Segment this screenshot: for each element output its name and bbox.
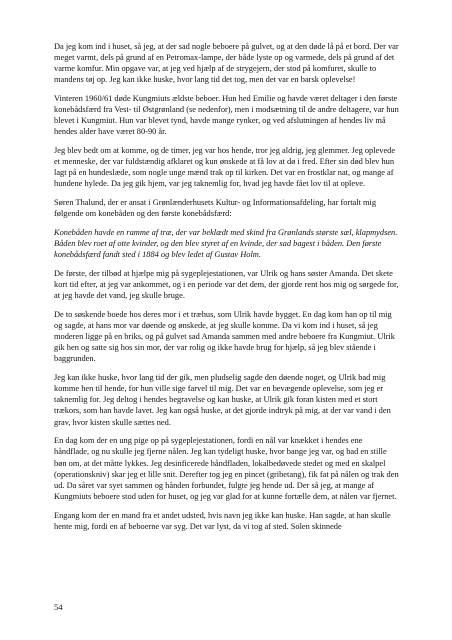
- paragraph: Søren Thalund, der er ansat i Grønlænderhusets Kultur- og Informationsafdeling, har fortalt mig følgende om konebåden og den første konebådsfærd:: [54, 198, 377, 219]
- paragraph: En dag kom der en ung pige op på sygeplejestationen, fordi en nål var knækket i hendes ene håndflade, og nu skulle jeg fjerne nålen. Jeg kan tydeligt huske, hvor bange jeg var, og bad en stille bøn om, at det måtte lykkes. Jeg desinficerede håndfladen, lokalbedøvede stedet og med en skalpel (operationskniv) skar jeg et lille snit. Derefter tog jeg en pincet (gribetang), fik fat på nålen og trak den ud. Da såret var syet sammen og hånden forbundet, fulgte jeg hende ud. Der så jeg, at mange af Kungmiuts beboere stod uden for huset, og jeg var glad for at kunne fortælle dem, at nålen var fjernet.: [54, 436, 399, 501]
- paragraph: De første, der tilbød at hjælpe mig på sygeplejestationen, var Ulrik og hans søster Amanda. Det skete kort tid efter, at jeg var ankommet, og i en periode var det dem, der gjorde rent hos mig og sørgede for, at jeg havde det vand, jeg skulle bruge.: [54, 269, 399, 301]
- body-text: [54, 41, 399, 539]
- paragraph: Engang kom der en mand fra et andet udsted, hvis navn jeg ikke kan huske. Han sagde, at han skulle hente mig, fordi en af beboerne var syg. Det var lyst, da vi tog af sted. Solen skinnede: [54, 510, 391, 531]
- paragraph: Vinteren 1960/61 døde Kungmiuts ældste beboer. Hun hed Emilie og havde været deltager i den første konebådsfærd fra Vest- til Østgrønland (se nedenfor), men i modsætning til de andre deltagere, var hun blevet i Kungmiut. Hun var blevet tynd, havde mange rynker, og ved afslutningen af hendes liv må hendes alder have været 80-90 år.: [54, 94, 399, 137]
- page-number: 54: [54, 602, 63, 612]
- paragraph: Jeg kan ikke huske, hvor lang tid der gik, men pludselig sagde den døende noget, og Ulrik bad mig komme hen til hende, for hun ville sige farvel til mig. Det var en bevægende oplevelse, som jeg er taknemlig for. Jeg deltog i hendes begravelse og kan huske, at Ulrik gik foran kisten med et stort trækors, som han havde lavet. Jeg kan også huske, at det gjorde indtryk på mig, at der var vand i den grav, hvor kisten skulle sættes ned.: [54, 373, 391, 427]
- paragraph: Jeg blev bedt om at komme, og de timer, jeg var hos hende, tror jeg aldrig, jeg glemmer. Jeg oplevede et menneske, der var fuldstændig afklaret og kun ønskede at få lov at dø i fred. Efter sin død blev hun lagt på en hundeslæde, som nogle unge mænd trak op til kirken. Det var en frostklar nat, og mange af hundene hylede. Da jeg gik hjem, var jeg taknemlig for, hvad jeg havde fået lov til at opleve.: [54, 146, 396, 189]
- paragraph: Da jeg kom ind i huset, så jeg, at der sad nogle beboere på gulvet, og at den døde lå på et bord. Der var meget varmt, dels på grund af en Petromax-lampe, der både lyste op og varmede, dels på grund af det varme komfur. Min opgave var, at jeg ved hjælp af de strygejern, der stod på komfuret, skulle to mandens tøj op. Jeg kan ikke huske, hvor lang tid det tog, men det var en barsk oplevelse!: [54, 42, 399, 85]
- paragraph: De to søskende boede hos deres mor i et træhus, som Ulrik havde bygget. En dag kom han op til mig og sagde, at hans mor var døende og ønskede, at jeg skulle komme. Da vi kom ind i huset, så jeg moderen ligge på en briks, og på gulvet sad Amanda sammen med andre beboere fra Kungmiut. Ulrik gik hen og satte sig hos sin mor, der var rolig og ikke havde brug for hjælp, så jeg blev stående i baggrunden.: [54, 310, 395, 364]
- quote-paragraph: Konebåden havde en ramme af træ, der var beklædt med skind fra Grønlands største sæl, klapmydsen. Båden blev roet af otte kvinder, og den blev styret af en kvinde, der sad bagest i båden. Den første konebådsfærd fandt sted i 1884 og blev ledet af Gustav Holm.: [54, 228, 398, 260]
